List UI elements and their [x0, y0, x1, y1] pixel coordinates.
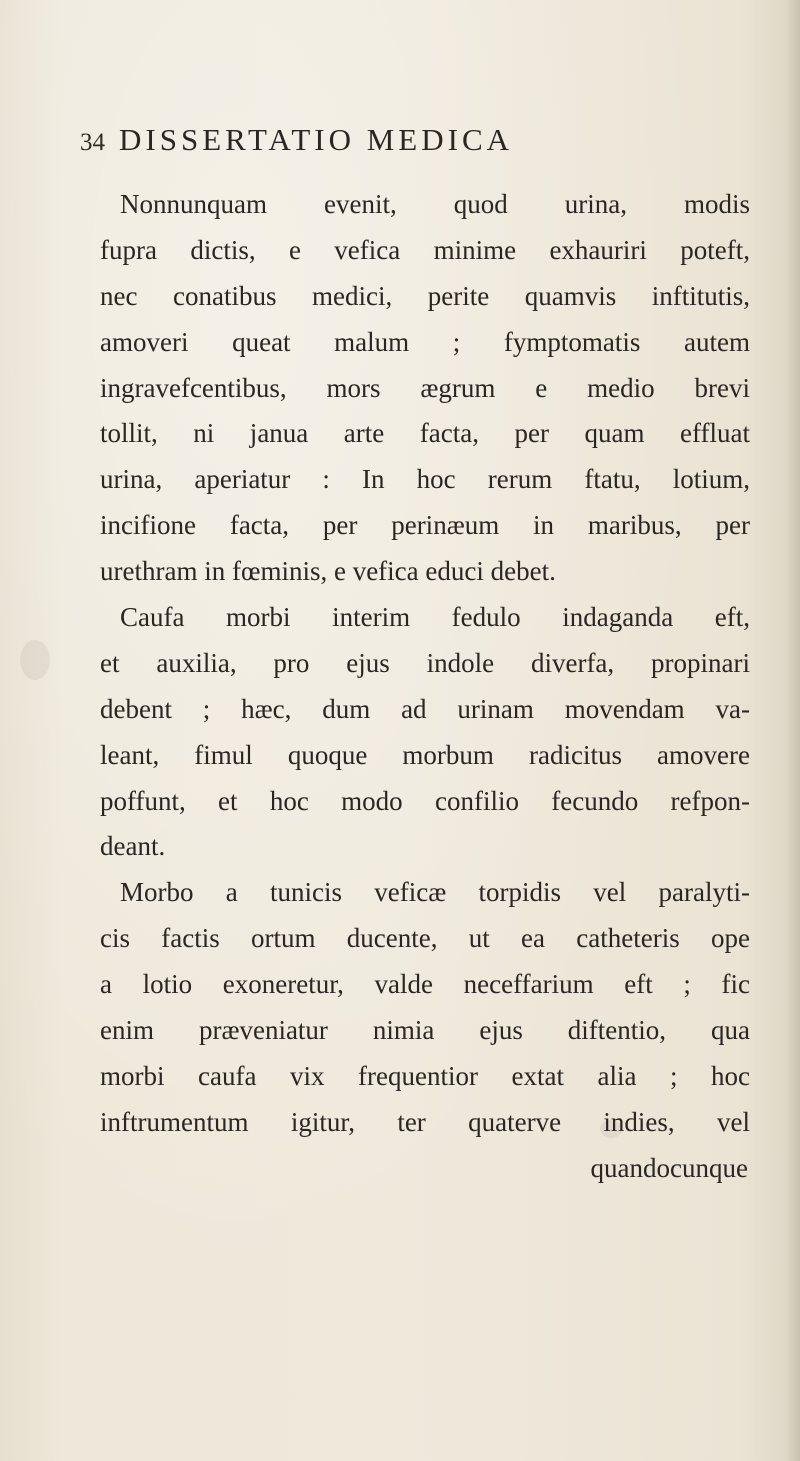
- text-line: urethram in fœminis, e vefica educi debet.: [100, 556, 556, 587]
- running-title: DISSERTATIO MEDICA: [119, 122, 514, 157]
- text-line: leant, fimul quoque morbum radicitus amovere: [100, 739, 750, 770]
- text-line: cis factis ortum ducente, ut ea catheteris ope: [100, 923, 750, 954]
- page-edge-shadow: [786, 0, 800, 1461]
- text-line: Nonnunquam evenit, quod urina, modis: [120, 189, 750, 219]
- text-line: ingravefcentibus, mors ægrum e medio brevi: [100, 372, 750, 403]
- text-line: fupra dictis, e vefica minime exhauriri poteft,: [100, 234, 750, 265]
- page-number: 34: [80, 129, 105, 156]
- running-head: [80, 122, 513, 166]
- body-text: [100, 182, 750, 1192]
- text-line: a lotio exoneretur, valde neceffarium eft ; fic: [100, 969, 750, 1000]
- text-line: inftrumentum igitur, ter quaterve indies, vel: [100, 1106, 750, 1137]
- text-line: enim præveniatur nimia ejus diftentio, qua: [100, 1015, 750, 1046]
- text-line: deant.: [100, 831, 166, 862]
- text-line: poffunt, et hoc modo confilio fecundo refpon-: [100, 785, 750, 816]
- text-line: amoveri queat malum ; fymptomatis autem: [100, 326, 750, 357]
- text-line: nec conatibus medici, perite quamvis inftitutis,: [100, 280, 750, 311]
- text-line: Morbo a tunicis veficæ torpidis vel paralyti-: [120, 877, 750, 908]
- catchword: quandocunque: [590, 1152, 748, 1183]
- text-line: Caufa morbi interim fedulo indaganda eft,: [120, 602, 750, 633]
- text-line: debent ; hæc, dum ad urinam movendam va-: [100, 693, 750, 724]
- text-line: morbi caufa vix frequentior extat alia ; hoc: [100, 1060, 750, 1091]
- paper-stain: [20, 640, 50, 680]
- text-line: et auxilia, pro ejus indole diverfa, propinari: [100, 647, 750, 678]
- text-line: tollit, ni janua arte facta, per quam effluat: [100, 418, 750, 449]
- text-line: incifione facta, per perinæum in maribus, per: [100, 510, 750, 541]
- text-line: urina, aperiatur : In hoc rerum ftatu, lotium,: [100, 464, 750, 495]
